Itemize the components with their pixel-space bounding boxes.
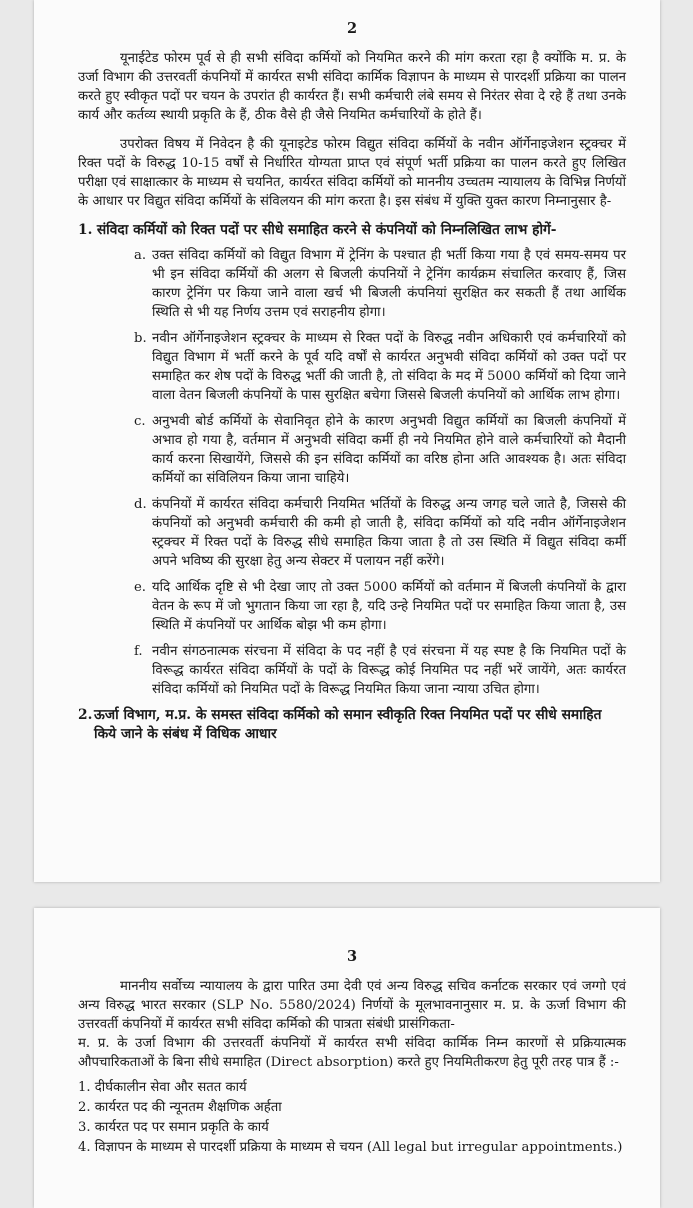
- list-item: 4. विज्ञापन के माध्यम से पारदर्शी प्रक्रिया के माध्यम से चयन (All legal but irregular appointments.): [78, 1140, 623, 1155]
- item-marker: d.: [134, 497, 147, 512]
- section-heading-1: [78, 221, 626, 240]
- benefits-list: [78, 246, 626, 699]
- item-text: अनुभवी बोर्ड कर्मियों के सेवानिवृत होने के कारण अनुभवी विद्युत कर्मियों का बिजली कंपनियों में अभाव हो गया है, वर्तमान में अनुभवी संविदा कर्मी ही नये नियमित होने वाले कर्मचारियों को मैदानी कार्य करना सिखायेंगे, जिससे की इन संविदा कर्मियों का वरिष्ठ होना अति आवश्यक है। अतः संविदा कर्मियों का संविलियन किया जाना चाहिये।: [152, 414, 626, 486]
- item-text: यदि आर्थिक दृष्टि से भी देखा जाए तो उक्त 5000 कर्मियों को वर्तमान में बिजली कंपनियों के द्वारा वेतन के रूप में जो भुगतान किया जा रहा है, यदि उन्हे नियमित पदों पर समाहित किया जाता है, उस स्थिति में कंपनियों पर आर्थिक बोझ भी कम होगा।: [152, 580, 626, 633]
- eligibility-list: [78, 1078, 626, 1158]
- list-item: 3. कार्यरत पद पर समान प्रकृति के कार्य: [78, 1120, 269, 1135]
- section-title: ऊर्जा विभाग, म.प्र. के समस्त संविदा कर्मिको को समान स्वीकृति रिक्त नियमित पदों पर सीधे समाहित किये जाने के संबंध में विधिक आधार: [94, 707, 602, 742]
- page-number: 3: [346, 948, 358, 965]
- request-paragraph: उपरोक्त विषय में निवेदन है की यूनाइटेड फोरम विद्युत संविदा कर्मियों के नवीन ऑर्गेनाइजेशन स्ट्रक्चर में रिक्त पदों के विरुद्ध 10-15 वर्षों से निर्धारित योग्यता प्राप्त एवं संपूर्ण भर्ती प्रक्रिया का पालन करते हुए लिखित परीक्षा एवं साक्षात्कार के माध्यम से चयनित, कार्यरत संविदा कर्मियों को माननीय उच्चतम न्यायालय के विभिन्न निर्णयों के आधार पर विद्युत संविदा कर्मियों के संविलयन की मांग करता है। इस संबंध में युक्ति युक्त कारण निम्नानुसार है-: [78, 137, 626, 209]
- section-number: 1.: [78, 222, 93, 238]
- item-marker: a.: [134, 248, 147, 263]
- document-page-2: [34, 0, 660, 882]
- list-item: [134, 329, 626, 405]
- section-heading-2: [78, 706, 626, 744]
- page-number: 2: [346, 20, 358, 37]
- item-text: नवीन संगठनात्मक संरचना में संविदा के पद नहीं है एवं संरचना में यह स्पष्ट है कि नियमित पदों के विरूद्ध कार्यरत संविदा कर्मियों के पदों के विरूद्ध कोई नियमित पद नहीं भरें जायेंगे, अतः कार्यरत संविदा कर्मियों को नियमित पदों के विरूद्ध नियमित किया जाना न्याया उचित होगा।: [152, 644, 626, 697]
- section-number: 2.: [78, 707, 93, 723]
- document-page-3: [34, 908, 660, 1208]
- section-title: संविदा कर्मियों को रिक्त पदों पर सीधे समाहित करने से कंपनियों को निम्नलिखित लाभ होगें-: [96, 222, 557, 238]
- list-item: [134, 246, 626, 322]
- item-marker: c.: [134, 414, 146, 429]
- list-item: [134, 412, 626, 488]
- item-text: नवीन ऑर्गेनाइजेशन स्ट्रक्चर के माध्यम से रिक्त पदों के विरुद्ध नवीन अधिकारी एवं कर्मचारियों को विद्युत विभाग में भर्ती करने के पूर्व यदि वर्षों से कार्यरत अनुभवी संविदा कर्मियों को उक्त पदों पर समाहित कर शेष पदों के विरुद्ध भर्ती की जाती है, तो संविदा के मद में 5000 कर्मियों को दिया जाने वाला वेतन बिजली कंपनियों के पास सुरक्षित बचेगा जिससे बिजली कंपनियों को आर्थिक लाभ होगा।: [152, 331, 626, 403]
- list-item: [134, 578, 626, 635]
- list-item: 2. कार्यरत पद की न्यूनतम शैक्षणिक अर्हता: [78, 1100, 282, 1115]
- list-item: [134, 495, 626, 571]
- list-item: [134, 642, 626, 699]
- item-text: उक्त संविदा कर्मियों को विद्युत विभाग में ट्रेनिंग के पश्चात ही भर्ती किया गया है एवं समय-समय पर भी इन संविदा कर्मियों की अलग से बिजली कंपनियों ने ट्रेनिंग कार्यक्रम संचालित करवाए हैं, जिस कारण ट्रेनिंग पर किया जाने वाला खर्च भी बिजली कंपनियां सुरक्षित कर सकती हैं तथा आर्थिक स्थिति से भी यह निर्णय उत्तम एवं सराहनीय होगा।: [152, 248, 626, 320]
- court-ruling-paragraph: माननीय सर्वोच्य न्यायालय के द्वारा पारित उमा देवी एवं अन्य विरुद्ध सचिव कर्नाटक सरकार एवं जग्गो एवं अन्य विरुद्ध भारत सरकार (SLP No. 5580/2024) निर्णयों के मूलभावनानुसार म. प्र. के ऊर्जा विभाग की उत्तरवर्ती कंपनियों में कार्यरत सभी संविदा कर्मिको की पात्रता संबंधी प्रासंगिकता-: [78, 979, 626, 1032]
- item-marker: b.: [134, 331, 147, 346]
- intro-paragraph: यूनाईटेड फोरम पूर्व से ही सभी संविदा कर्मियों को नियमित करने की मांग करता रहा है क्योंकि म. प्र. के उर्जा विभाग की उत्तरवर्ती कंपनियों में कार्यरत सभी संविदा कार्मिक विज्ञापन के माध्यम से पारदर्शी प्रक्रिया का पालन करते हुए स्वीकृत पदों पर चयन के उपरांत ही कार्यरत हैं। सभी कर्मचारी लंबे समय से निरंतर सेवा दे रहे हैं तथा उनके कार्य और कर्तव्य स्थायी प्रकृति के हैं, ठीक वैसे ही जैसे नियमित कर्मचारियों के होते हैं।: [78, 51, 626, 123]
- item-marker: f.: [134, 644, 143, 659]
- list-item: 1. दीर्घकालीन सेवा और सतत कार्य: [78, 1080, 247, 1095]
- item-marker: e.: [134, 580, 146, 595]
- item-text: कंपनियों में कार्यरत संविदा कर्मचारी नियमित भर्तियों के विरुद्ध अन्य जगह चले जाते है, जिससे की कंपनियों को अनुभवी कर्मचारी की कमी हो जाती है, संविदा कर्मियों को यदि नवीन ऑर्गेनाइजेशन स्ट्रक्चर में रिक्त पदों के विरुद्ध सीधे समाहित किया जाता है तो उस स्थिति में विद्युत संविदा कर्मी अपने भविष्य की सुरक्षा हेतु अन्य सेक्टर में पलायन नहीं करेंगे।: [152, 497, 626, 569]
- eligibility-paragraph: म. प्र. के उर्जा विभाग की उत्तरवर्ती कंपनियों में कार्यरत सभी संविदा कार्मिक निम्न कारणों से प्रक्रियात्मक औपचारिकताओं के बिना सीधे समाहित (Direct absorption) करते हुए नियमितीकरण हेतु पूरी तरह पात्र हैं :-: [78, 1036, 626, 1070]
